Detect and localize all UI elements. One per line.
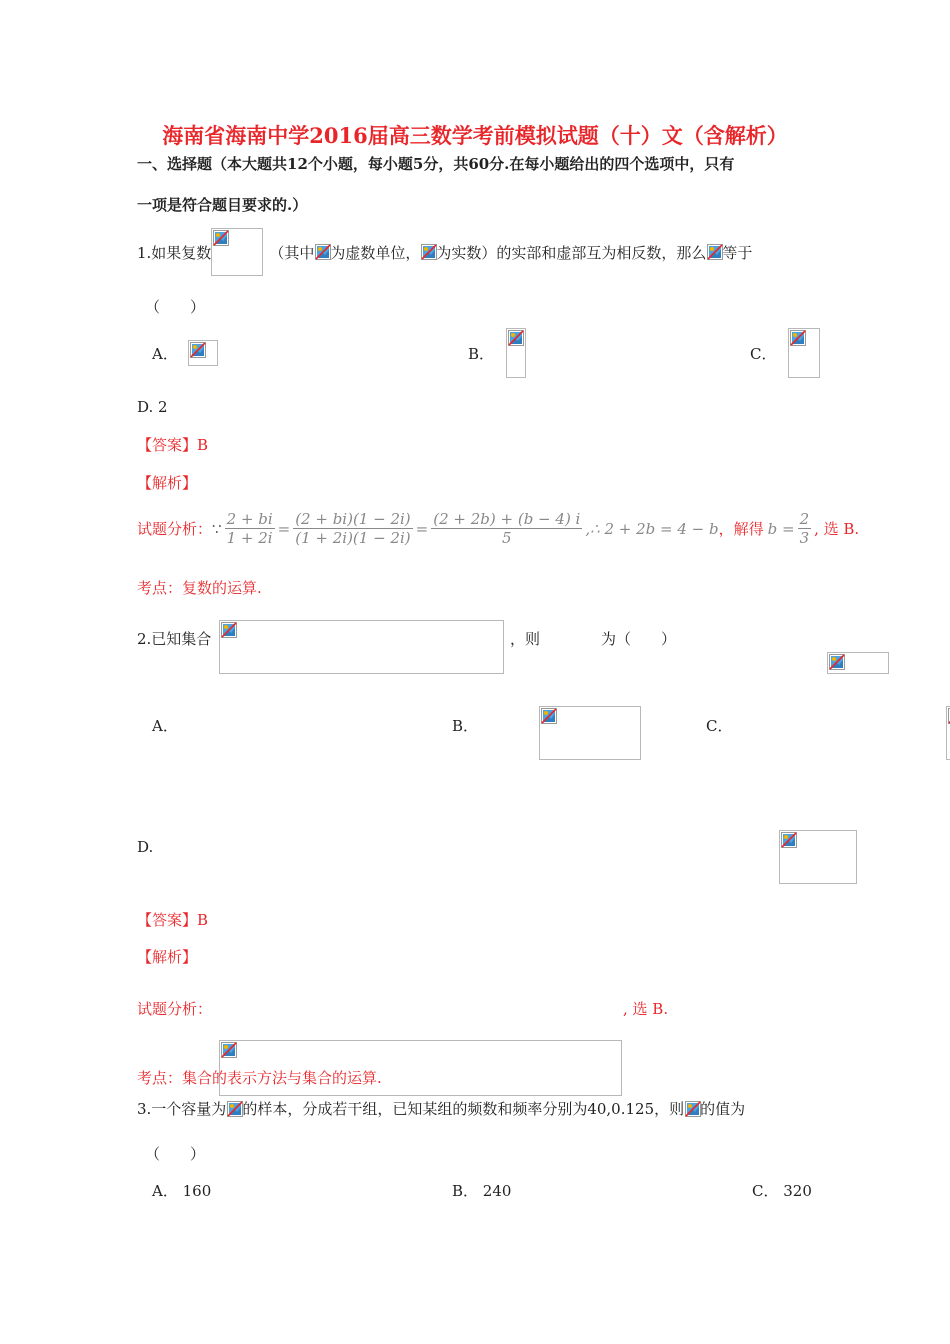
q1-equals-1: = xyxy=(277,519,291,538)
broken-image-icon xyxy=(829,654,845,670)
q1-option-a xyxy=(152,340,218,366)
broken-image-icon xyxy=(790,330,806,346)
broken-image-icon xyxy=(190,342,206,358)
q1-stem-text-e: 等于 xyxy=(722,243,753,262)
q2-stem-text-b: ，则 xyxy=(510,630,541,648)
q1-topic: 考点：复数的运算. xyxy=(137,579,262,597)
q3-stem-text-a: 3.一个容量为 xyxy=(137,1100,227,1118)
q2-stem-text-a: 2.已知集合 xyxy=(137,630,212,648)
q1-stem xyxy=(137,228,752,276)
q1-i-image xyxy=(314,243,330,261)
q1-b-equals: b = xyxy=(767,519,795,538)
q2-option-b-label: B． xyxy=(452,717,479,735)
q1-option-d: D. 2 xyxy=(137,398,168,416)
broken-image-icon xyxy=(508,330,524,346)
q2-option-a-label: A． xyxy=(152,717,178,735)
q1-solution xyxy=(137,510,859,547)
q1-analysis-heading: 【解析】 xyxy=(137,474,198,492)
q1-answer: 【答案】B xyxy=(137,436,209,454)
q1-fraction-4 xyxy=(798,510,812,547)
broken-image-icon xyxy=(541,708,557,724)
document-title: 海南省海南中学2016届高三数学考前模拟试题（十）文（含解析） xyxy=(162,123,788,148)
section-heading-line2: 一项是符合题目要求的.） xyxy=(137,196,308,214)
q2-analysis-heading: 【解析】 xyxy=(137,948,198,966)
q3-paren: （ ） xyxy=(145,1145,206,1163)
q1-solve-text: ，解得 xyxy=(718,520,764,538)
q1-equals-2: = xyxy=(415,519,429,538)
broken-image-icon xyxy=(227,1101,243,1117)
q1-because-symbol: ∵ xyxy=(212,519,222,538)
q1-stem-text-d: 为实数）的实部和虚部互为相反数，那么 xyxy=(436,243,707,262)
q1-fraction-3-den: 5 xyxy=(502,529,512,547)
q2-expression-image xyxy=(827,652,889,674)
q2-topic: 考点：集合的表示方法与集合的运算. xyxy=(137,1069,382,1087)
q2-option-d-image xyxy=(779,830,857,884)
q1-option-a-image xyxy=(188,340,218,366)
q1-therefore: ,∴ 2 + 2b = 4 − b xyxy=(585,519,719,538)
q1-paren: （ ） xyxy=(145,298,206,316)
broken-image-icon xyxy=(221,1042,237,1058)
q2-option-c-label: C． xyxy=(706,717,733,735)
broken-image-icon xyxy=(315,244,331,260)
broken-image-icon xyxy=(707,244,723,260)
q1-option-c-label: C． xyxy=(750,344,777,363)
q1-fraction-1-num: 2 + bi xyxy=(226,510,273,528)
q3-stem-text-c: 的值为 xyxy=(700,1100,746,1118)
q2-option-d-label: D. xyxy=(137,838,154,856)
q1-fraction-2-num: (2 + bi)(1 − 2i) xyxy=(295,510,411,528)
q1-solution-end: , 选 B. xyxy=(814,520,860,538)
q1-fraction-1-den: 1 + 2i xyxy=(226,529,273,547)
q3-n-image-2 xyxy=(684,1100,700,1118)
q1-stem-text-a: 1.如果复数 xyxy=(137,243,212,262)
q3-option-b: B． 240 xyxy=(452,1182,512,1200)
q1-fraction-4-num: 2 xyxy=(799,510,810,528)
section-heading-line1: 一、选择题（本大题共12个小题，每小题5分，共60分.在每小题给出的四个选项中，只有 xyxy=(137,155,735,173)
q2-option-b-image xyxy=(946,706,950,760)
q1-solution-label: 试题分析： xyxy=(137,520,213,538)
q3-option-a: A． 160 xyxy=(152,1182,212,1200)
q3-n-image xyxy=(226,1100,242,1118)
q1-option-b xyxy=(468,328,526,378)
q3-option-c: C． 320 xyxy=(752,1182,812,1200)
q3-stem-text-b: 的样本，分成若干组，已知某组的频数和频率分别为40,0.125，则 xyxy=(242,1100,685,1118)
q1-option-a-label: A． xyxy=(152,344,178,363)
broken-image-icon xyxy=(421,244,437,260)
q1-fraction-4-den: 3 xyxy=(799,529,810,547)
q2-stem-text-c: 为（ ） xyxy=(601,630,677,648)
q2-solution-end: , 选 B. xyxy=(623,1000,669,1018)
q1-stem-text-b: （其中 xyxy=(269,243,315,262)
q1-option-b-label: B． xyxy=(468,344,495,363)
q2-option-a-image xyxy=(539,706,641,760)
q1-fraction-2 xyxy=(293,510,412,547)
broken-image-icon xyxy=(221,622,237,638)
q1-result-image xyxy=(706,243,722,261)
q1-option-c-image xyxy=(788,328,820,378)
broken-image-icon xyxy=(685,1101,701,1117)
q2-set-image xyxy=(219,620,504,674)
q1-fraction-3-num: (2 + 2b) + (b − 4) i xyxy=(433,510,581,528)
q1-stem-text-c: 为虚数单位， xyxy=(330,243,421,262)
q1-option-c xyxy=(750,328,820,378)
q1-b-image xyxy=(420,243,436,261)
q2-answer: 【答案】B xyxy=(137,911,209,929)
broken-image-icon xyxy=(781,832,797,848)
q1-fraction-1 xyxy=(225,510,275,547)
q1-fraction-2-den: (1 + 2i)(1 − 2i) xyxy=(295,529,411,547)
broken-image-icon xyxy=(213,230,229,246)
q1-complex-image xyxy=(211,228,263,276)
q1-fraction-3 xyxy=(431,510,582,547)
q3-stem xyxy=(137,1098,745,1119)
q2-solution-label: 试题分析： xyxy=(137,1000,213,1018)
q1-option-b-image xyxy=(506,328,526,378)
